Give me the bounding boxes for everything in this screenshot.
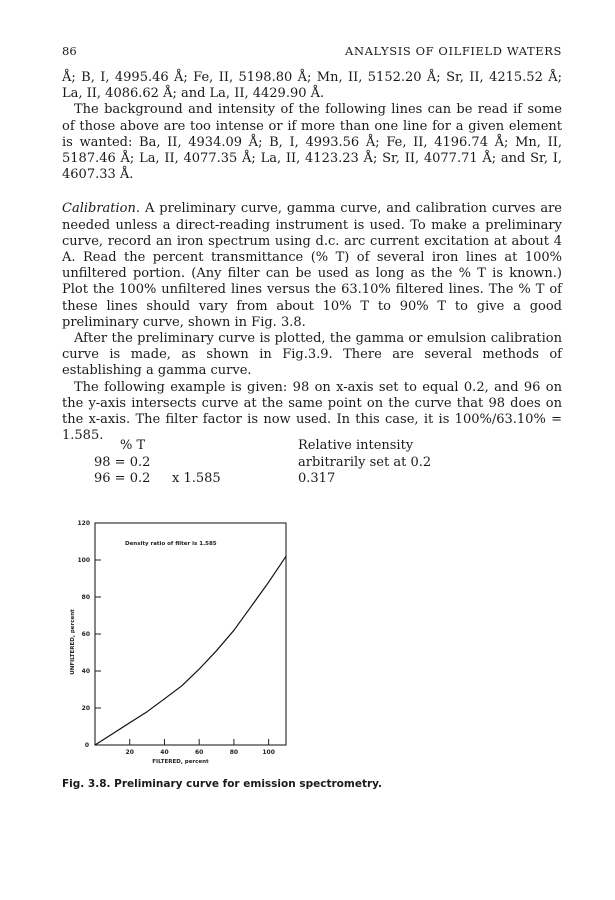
calc-header-relative-intensity: Relative intensity (298, 438, 414, 453)
calculation-table (62, 438, 562, 490)
chart-title: Density ratio of filter is 1.585 (125, 541, 217, 547)
figure-caption: Fig. 3.8. Preliminary curve for emission spectrometry. (62, 778, 383, 790)
x-tick-label: 80 (229, 749, 239, 756)
y-tick-label: 80 (81, 594, 90, 601)
x-tick-label: 20 (125, 749, 134, 756)
paragraph-1: Å; B, I, 4995.46 Å; Fe, II, 5198.80 Å; Mn, II, 5152.20 Å; Sr, II, 4215.52 Å; La, II, 4086.62 Å; and La, II, 4429.90 Å. (62, 70, 562, 102)
running-title: ANALYSIS OF OILFIELD WATERS (345, 44, 562, 58)
calc-relative-value: 0.317 (298, 471, 336, 486)
series-line-preliminary-curve (95, 556, 286, 745)
y-tick-label: 60 (81, 631, 90, 638)
paragraph-2: The background and intensity of the following lines can be read if some of those above are too intense or if more than one line for a given element is wanted: Ba, II, 4934.09 Å; B, I, 4993.56 Å; Fe, II, 4196.74 Å; Mn, II, 5187.46 Å; La, II, 4077.35 Å; La, II, 4123.23 Å; Sr, II, 4077.71 Å; and Sr, I, 4607.33 Å. (62, 102, 562, 183)
x-tick-label: 60 (195, 749, 204, 756)
paragraph-3-text: A preliminary curve, gamma curve, and calibration curves are needed unless a direct-reading instrument is used. To make a preliminary curve, record an iron spectrum using d.c. arc current excitation at about 4 A. Read the percent transmittance (% T) of several iron lines at 100% unfiltered portion. (Any filter can be used as long as the % T is known.) Plot the 100% unfiltered lines versus the 63.10% filtered lines. The % T of these lines should vary from about 10% T to 90% T to give a good preliminary curve, shown in Fig. 3.8. (62, 201, 562, 330)
x-axis-label: FILTERED, percent (152, 759, 209, 765)
x-tick-label: 100 (262, 749, 275, 756)
preliminary-curve-chart (62, 518, 302, 774)
calc-multiplier: x 1.585 (172, 471, 221, 486)
calc-row-1: 98 = 0.2 (94, 454, 151, 470)
calc-row-2: 96 = 0.2 (94, 471, 151, 486)
plot-frame (95, 523, 286, 745)
page-header (62, 44, 562, 60)
body-text (62, 70, 562, 444)
x-tick-label: 40 (160, 749, 169, 756)
y-tick-label: 40 (81, 668, 90, 675)
y-tick-label: 100 (77, 557, 90, 564)
paragraph-3 (62, 201, 562, 331)
paragraph-5: The following example is given: 98 on x-axis set to equal 0.2, and 96 on the y-axis intersects curve at the same point on the curve that 98 does on the x-axis. The filter factor is now used. In this case, it is 100%/63.10% = 1.585. (62, 379, 562, 444)
section-run-in-heading: Calibration. (62, 201, 141, 217)
y-tick-label: 120 (77, 520, 90, 527)
page-number: 86 (62, 44, 77, 58)
chart-svg (62, 518, 302, 774)
y-tick-label: 20 (81, 705, 90, 712)
origin-label: 0 (84, 742, 89, 749)
y-axis-label: UNFILTERED, percent (70, 609, 76, 675)
paragraph-4: After the preliminary curve is plotted, the gamma or emulsion calibration curve is made, as shown in Fig.3.9. There are several methods of establishing a gamma curve. (62, 331, 562, 379)
calc-relative-note: arbitrarily set at 0.2 (298, 454, 432, 470)
calc-header-percent-t: % T (120, 438, 146, 453)
